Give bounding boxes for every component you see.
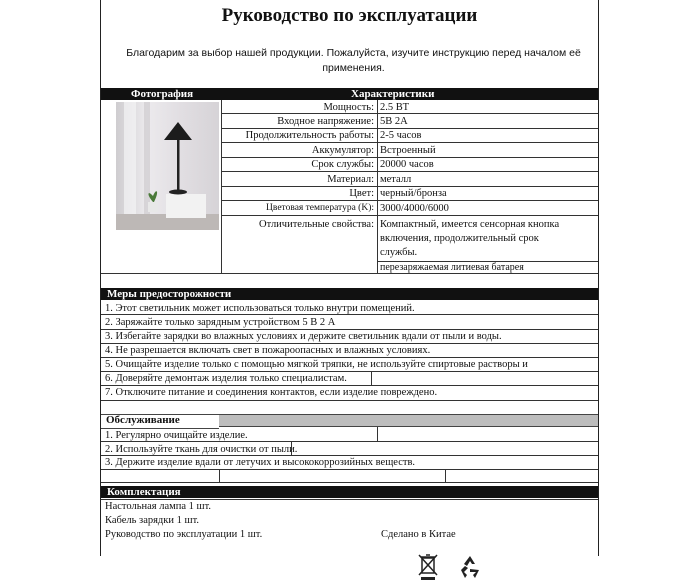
features-line: службы. — [380, 247, 418, 258]
row-line — [221, 200, 598, 201]
precaution-item: 5. Очищайте изделие только с помощью мягкой тряпки, не используйте спиртовые растворы и — [105, 359, 528, 370]
precaution-item: 6. Доверяйте демонтаж изделия только специалистам. — [105, 373, 347, 384]
specs-header-bar — [101, 88, 598, 100]
maintenance-title: Обслуживание — [106, 414, 180, 426]
maintenance-item: 2. Используйте ткань для очистки от пыли. — [105, 444, 298, 455]
spec-value: металл — [380, 174, 412, 185]
features-line: Компактный, имеется сенсорная кнопка — [380, 219, 560, 230]
spec-label: Входное напряжение: — [277, 116, 374, 127]
product-photo — [116, 102, 219, 230]
precaution-item: 4. Не разрешается включать свет в пожароопасных и влажных условиях. — [105, 345, 431, 356]
spec-value: черный/бронза — [380, 188, 447, 199]
row-line — [221, 215, 598, 216]
precaution-item: 1. Этот светильник может использоваться только внутри помещений. — [105, 303, 415, 314]
cell-divider — [377, 427, 378, 441]
precautions-header-bar — [101, 288, 598, 300]
spec-label: Аккумулятор: — [311, 145, 374, 156]
spec-label: Цветовая температура (K): — [266, 203, 374, 213]
cell-divider — [371, 371, 372, 385]
made-in-text: Сделано в Китае — [381, 529, 456, 540]
package-item: Руководство по эксплуатации 1 шт. — [105, 529, 263, 540]
row-line — [101, 482, 598, 483]
spec-value: 3000/4000/6000 — [380, 203, 449, 214]
precaution-item: 3. Избегайте зарядки во влажных условиях и держите светильник вдали от пыли и воды. — [105, 331, 502, 342]
maintenance-item: 1. Регулярно очищайте изделие. — [105, 430, 248, 441]
features-extra: перезаряжаемая литиевая батарея — [380, 262, 524, 273]
photo-header: Фотография — [131, 88, 194, 100]
row-line — [221, 171, 598, 172]
intro-text: Благодарим за выбор нашей продукции. Пожалуйста, изучите инструкцию перед началом её применения. — [126, 47, 581, 74]
spec-label: Мощность: — [323, 102, 374, 113]
row-line — [101, 400, 598, 401]
package-header-bar — [101, 486, 598, 498]
precaution-item: 7. Отключите питание и соединения контактов, если изделие повреждено. — [105, 387, 438, 398]
cell-divider — [219, 469, 220, 482]
recycle-icon — [457, 554, 483, 580]
maintenance-item: 3. Держите изделие вдали от летучих и высококоррозийных веществ. — [105, 457, 416, 468]
spec-label: Цвет: — [349, 188, 374, 199]
features-line: включения, продолжительный срок — [380, 233, 539, 244]
row-line — [101, 469, 598, 470]
package-item: Настольная лампа 1 шт. — [105, 501, 212, 512]
spec-label: Срок службы: — [311, 159, 374, 170]
cell-divider — [445, 469, 446, 482]
spec-label: Материал: — [327, 174, 374, 185]
manual-document — [100, 0, 599, 556]
specs-header: Характеристики — [351, 88, 435, 100]
weee-crossed-bin-icon — [417, 552, 439, 580]
features-label: Отличительные свойства: — [259, 219, 374, 230]
lamp-image — [116, 102, 219, 230]
spec-value: 5В 2А — [380, 116, 408, 127]
spec-value: 2-5 часов — [380, 130, 422, 141]
precautions-title: Меры предосторожности — [107, 288, 232, 300]
spec-value: 20000 часов — [380, 159, 434, 170]
spec-value: 2.5 ВТ — [380, 102, 410, 113]
spec-value: Встроенный — [380, 145, 436, 156]
precaution-item: 2. Заряжайте только зарядным устройством 5 В 2 А — [105, 317, 336, 328]
spec-label: Продолжительность работы: — [245, 130, 374, 141]
package-item: Кабель зарядки 1 шт. — [105, 515, 200, 526]
row-line — [221, 142, 598, 143]
package-title: Комплектация — [107, 486, 181, 498]
document-title: Руководство по эксплуатации — [221, 5, 478, 26]
